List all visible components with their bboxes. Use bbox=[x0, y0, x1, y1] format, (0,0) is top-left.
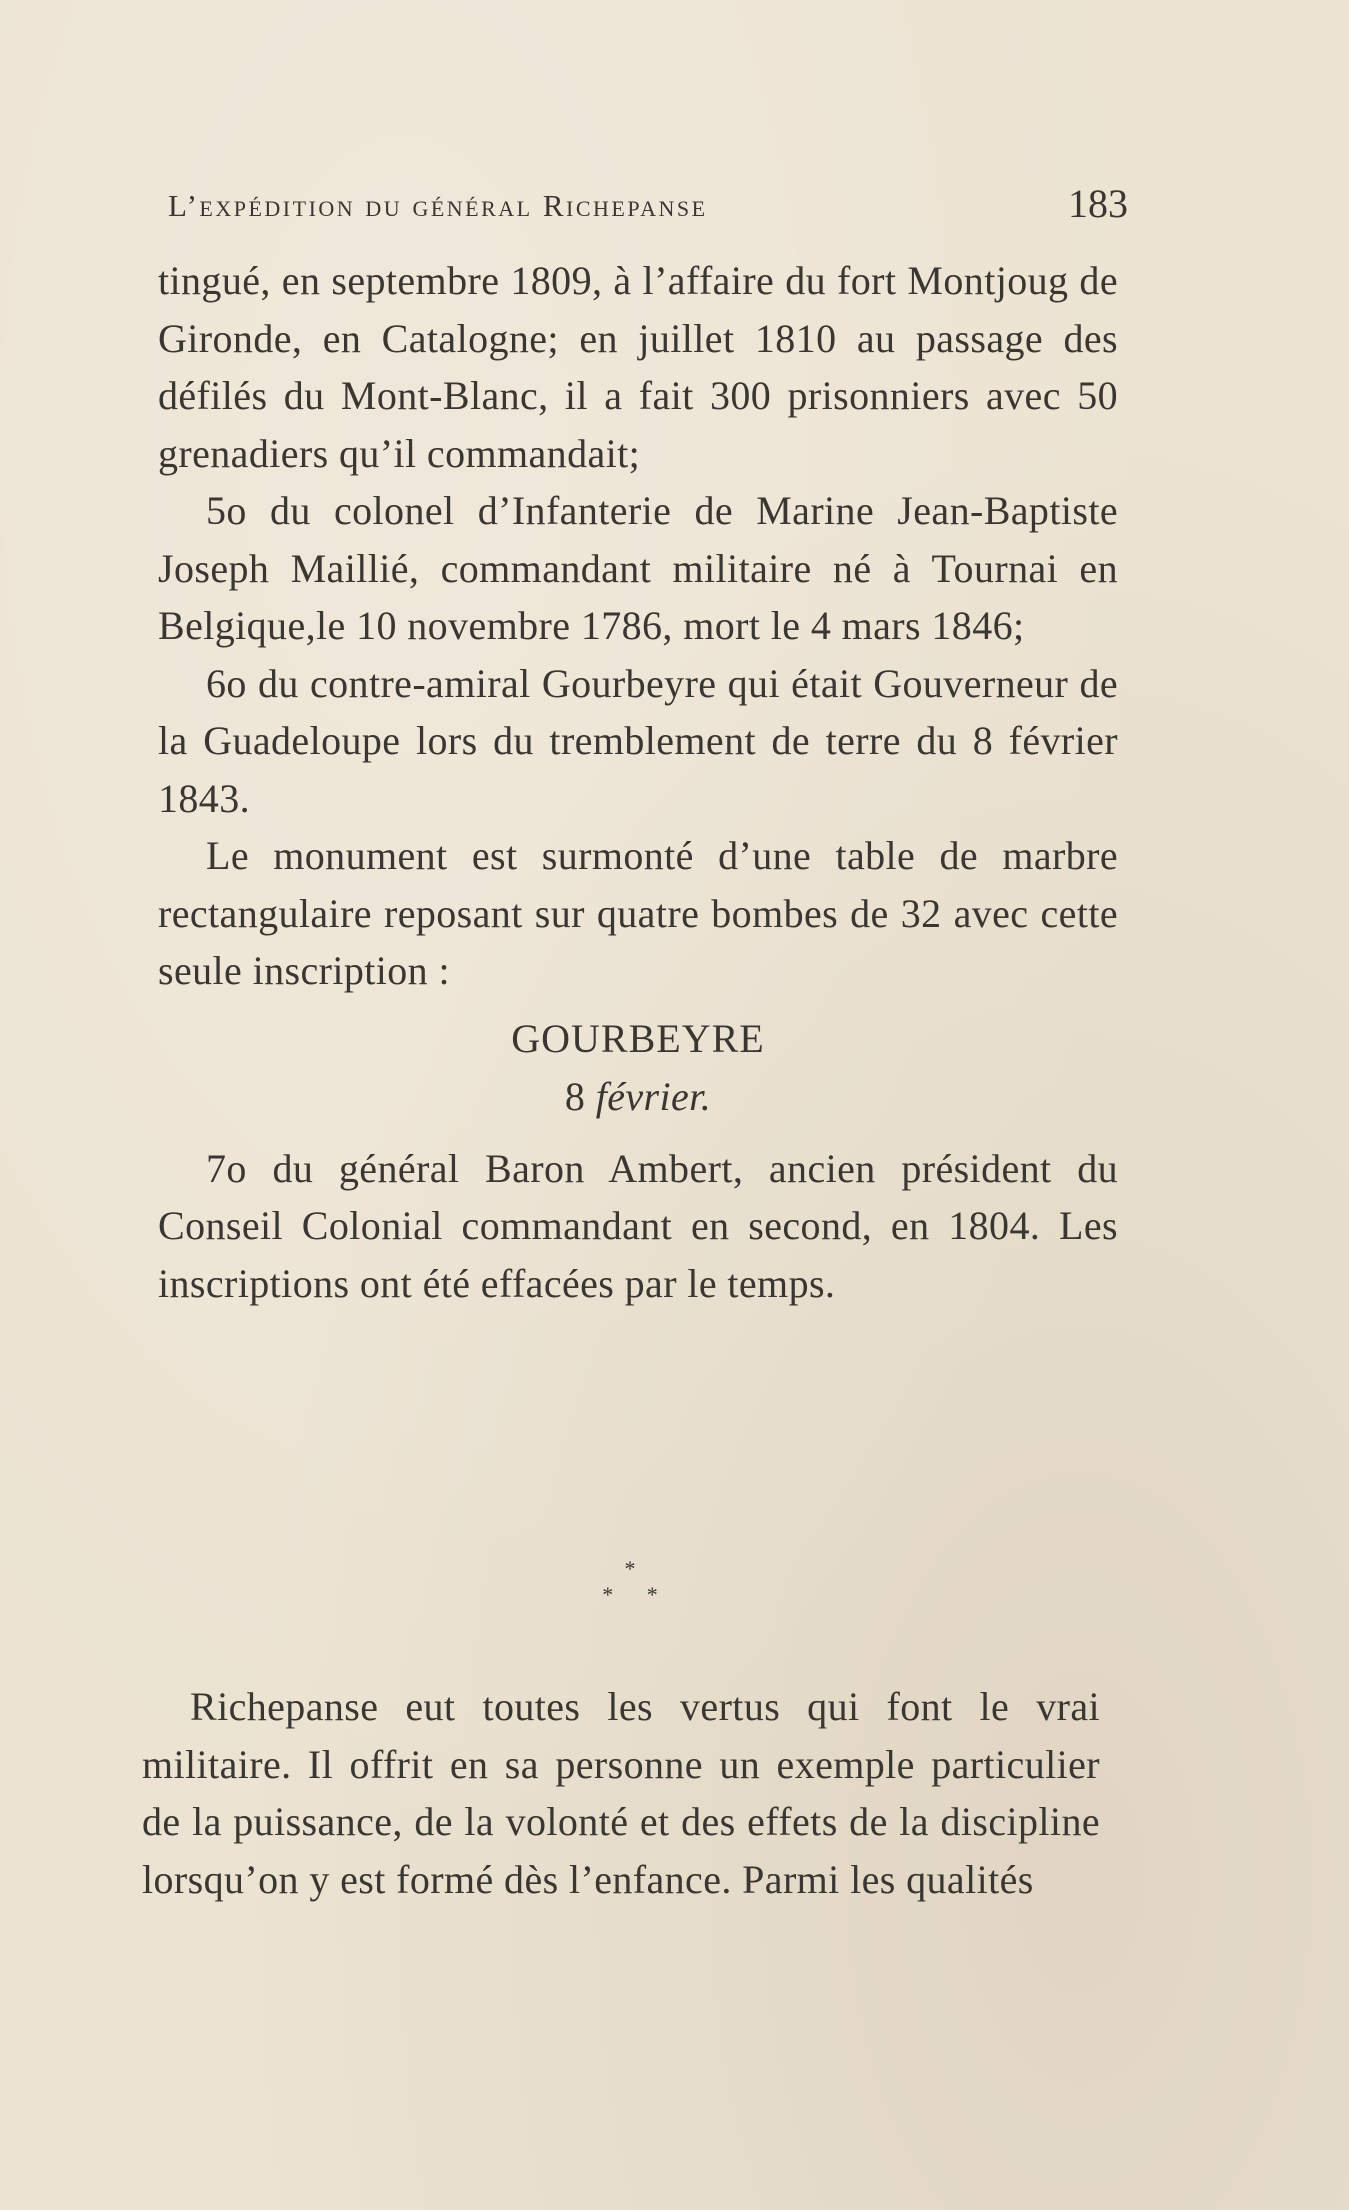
inscription-block bbox=[158, 1010, 1118, 1126]
paragraph-monument: Le monument est surmonté d’une table de marbre rectangulaire reposant sur quatre bombes de 32 avec cette seule inscription : bbox=[158, 833, 1118, 993]
paragraph-closing: Richepanse eut toutes les vertus qui font le vrai militaire. Il offrit en sa personne un exemple particulier de la puissance, de la volonté et des effets de la discipline lorsqu’on y est formé dès l’enfance. Parmi les qualités bbox=[142, 1684, 1100, 1902]
paragraph-continuation: tingué, en septembre 1809, à l’affaire du fort Montjoug de Gironde, en Catalogne; en juillet 1810 au passage des défilés du Mont-Blanc, il a fait 300 prisonniers avec 50 grenadiers qu’il commandait; bbox=[158, 258, 1118, 476]
page-number: 183 bbox=[1068, 181, 1128, 226]
inscription-month: février. bbox=[595, 1073, 712, 1119]
closing-text bbox=[142, 1678, 1100, 1908]
separator-star-top: * bbox=[624, 1556, 636, 1581]
separator-stars-bottom: * * bbox=[602, 1582, 672, 1607]
inscription-name: GOURBEYRE bbox=[511, 1015, 765, 1061]
section-separator bbox=[585, 1556, 675, 1616]
paragraph-item-6: 6o du contre-amiral Gourbeyre qui était Gouverneur de la Guadeloupe lors du tremblement de terre du 8 février 1843. bbox=[158, 660, 1118, 821]
main-text bbox=[158, 252, 1118, 1312]
inscription-day: 8 bbox=[564, 1073, 586, 1119]
inscription-date bbox=[158, 1068, 1118, 1126]
paragraph-item-7: 7o du général Baron Ambert, ancien président du Conseil Colonial commandant en second, en 1804. Les inscriptions ont été effacées par le temps. bbox=[158, 1145, 1118, 1306]
paragraph-item-5: 5o du colonel d’Infanterie de Marine Jean-Baptiste Joseph Maillié, commandant militaire né à Tournai en Belgique,le 10 novembre 1786, mort le 4 mars 1846; bbox=[158, 488, 1118, 648]
page-header bbox=[168, 180, 1128, 230]
running-title: L’expédition du général Richepanse bbox=[168, 188, 708, 223]
